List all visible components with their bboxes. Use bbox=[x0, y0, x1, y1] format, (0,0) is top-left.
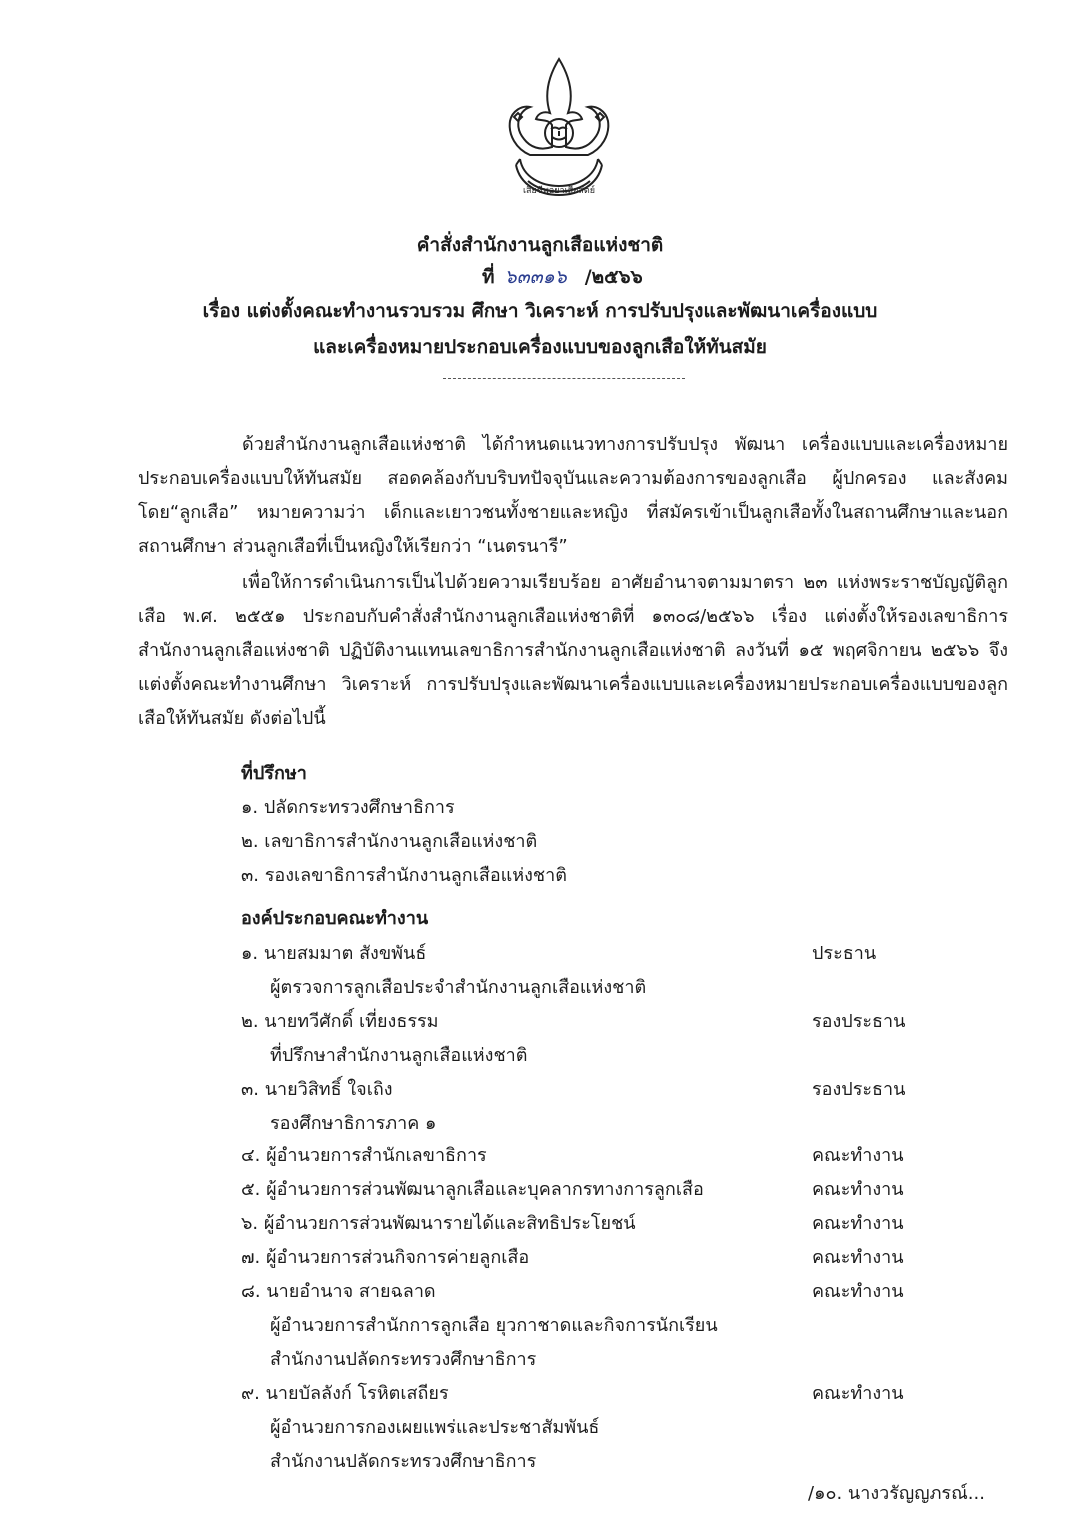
handwritten-number: ๖๓๓๑๖ bbox=[504, 266, 567, 288]
member-title: ผู้ตรวจการลูกเสือประจำสำนักงานลูกเสือแห่งชาติ bbox=[270, 977, 647, 998]
paragraph-1: ด้วยสำนักงานลูกเสือแห่งชาติ ได้กำหนดแนวทางการปรับปรุง พัฒนา เครื่องแบบและเครื่องหมายประกอบเครื่องแบบให้ทันสมัย สอดคล้องกับบริบทปัจจุบันและความต้องการของลูกเสือ ผู้ปกครอง และสังคม โดย“ลูกเสือ” หมายความว่า เด็กและเยาวชนทั้งชายและหญิง ที่สมัครเข้าเป็นลูกเสือทั้งในสถานศึกษาและนอกสถานศึกษา ส่วนลูกเสือที่เป็นหญิงให้เรียกว่า “เนตรนารี” bbox=[138, 434, 1008, 557]
continuation-marker: /๑๐. นางวรัญญภรณ์... bbox=[808, 1483, 985, 1504]
member-role: คณะทำงาน bbox=[812, 1145, 904, 1166]
member-role: คณะทำงาน bbox=[812, 1213, 904, 1234]
member-title: สำนักงานปลัดกระทรวงศึกษาธิการ bbox=[270, 1349, 537, 1370]
member-name: ๗. ผู้อำนวยการส่วนกิจการค่ายลูกเสือ bbox=[241, 1247, 530, 1268]
member-title: ที่ปรึกษาสำนักงานลูกเสือแห่งชาติ bbox=[270, 1045, 528, 1066]
member-name: ๒. นายทวีศักดิ์ เที่ยงธรรม bbox=[241, 1011, 439, 1032]
divider bbox=[443, 378, 685, 379]
subject-line-1: เรื่อง แต่งตั้งคณะทำงานรวบรวม ศึกษา วิเคราะห์ การปรับปรุงและพัฒนาเครื่องแบบ bbox=[202, 300, 878, 322]
member-role: คณะทำงาน bbox=[812, 1179, 904, 1200]
member-role: คณะทำงาน bbox=[812, 1383, 904, 1404]
advisor-item: ๑. ปลัดกระทรวงศึกษาธิการ bbox=[241, 797, 455, 818]
member-name: ๙. นายบัลลังก์ โรหิตเสถียร bbox=[241, 1383, 449, 1404]
member-name: ๑. นายสมมาต สังขพันธ์ bbox=[241, 943, 427, 964]
member-name: ๘. นายอำนาจ สายฉลาด bbox=[241, 1281, 436, 1302]
advisors-heading: ที่ปรึกษา bbox=[241, 763, 307, 784]
member-role: ประธาน bbox=[812, 943, 877, 964]
member-role: คณะทำงาน bbox=[812, 1281, 904, 1302]
subject-line-2: และเครื่องหมายประกอบเครื่องแบบของลูกเสือให้ทันสมัย bbox=[313, 336, 767, 358]
member-name: ๕. ผู้อำนวยการส่วนพัฒนาลูกเสือและบุคลากรทางการลูกเสือ bbox=[241, 1179, 704, 1200]
member-title: ผู้อำนวยการกองเผยแพร่และประชาสัมพันธ์ bbox=[270, 1417, 600, 1438]
paragraph-2: เพื่อให้การดำเนินการเป็นไปด้วยความเรียบร้อย อาศัยอำนาจตามมาตรา ๒๓ แห่งพระราชบัญญัติลูกเสือ พ.ศ. ๒๕๕๑ ประกอบกับคำสั่งสำนักงานลูกเสือแห่งชาติที่ ๑๓๐๘/๒๕๖๖ เรื่อง แต่งตั้งให้รองเลขาธิการสำนักงานลูกเสือแห่งชาติ ปฏิบัติงานแทนเลขาธิการสำนักงานลูกเสือแห่งชาติ ลงวันที่ ๑๕ พฤศจิกายน ๒๕๖๖ จึงแต่งตั้งคณะทำงานศึกษา วิเคราะห์ การปรับปรุงและพัฒนาเครื่องแบบและเครื่องหมายประกอบเครื่องแบบของลูกเสือให้ทันสมัย ดังต่อไปนี้ bbox=[138, 572, 1008, 729]
member-name: ๓. นายวิสิทธิ์ ใจเถิง bbox=[241, 1079, 393, 1100]
advisor-item: ๒. เลขาธิการสำนักงานลูกเสือแห่งชาติ bbox=[241, 831, 538, 852]
member-title: รองศึกษาธิการภาค ๑ bbox=[270, 1113, 437, 1134]
order-year: /๒๕๖๖ bbox=[584, 266, 643, 288]
member-title: สำนักงานปลัดกระทรวงศึกษาธิการ bbox=[270, 1451, 537, 1472]
member-role: รองประธาน bbox=[812, 1011, 906, 1032]
scout-emblem-logo bbox=[500, 55, 618, 215]
committee-heading: องค์ประกอบคณะทำงาน bbox=[241, 908, 429, 929]
member-name: ๖. ผู้อำนวยการส่วนพัฒนารายได้และสิทธิประโยชน์ bbox=[241, 1213, 636, 1234]
advisor-item: ๓. รองเลขาธิการสำนักงานลูกเสือแห่งชาติ bbox=[241, 865, 567, 886]
order-number bbox=[482, 262, 643, 292]
member-role: คณะทำงาน bbox=[812, 1247, 904, 1268]
member-name: ๔. ผู้อำนวยการสำนักเลขาธิการ bbox=[241, 1145, 487, 1166]
order-title: คำสั่งสำนักงานลูกเสือแห่งชาติ bbox=[416, 234, 664, 256]
order-number-prefix: ที่ bbox=[482, 266, 495, 288]
svg-text:เสียชีพอย่าเสียสัตย์: เสียชีพอย่าเสียสัตย์ bbox=[522, 186, 596, 196]
member-title: ผู้อำนวยการสำนักการลูกเสือ ยุวกาชาดและกิจการนักเรียน bbox=[270, 1315, 718, 1336]
member-role: รองประธาน bbox=[812, 1079, 906, 1100]
